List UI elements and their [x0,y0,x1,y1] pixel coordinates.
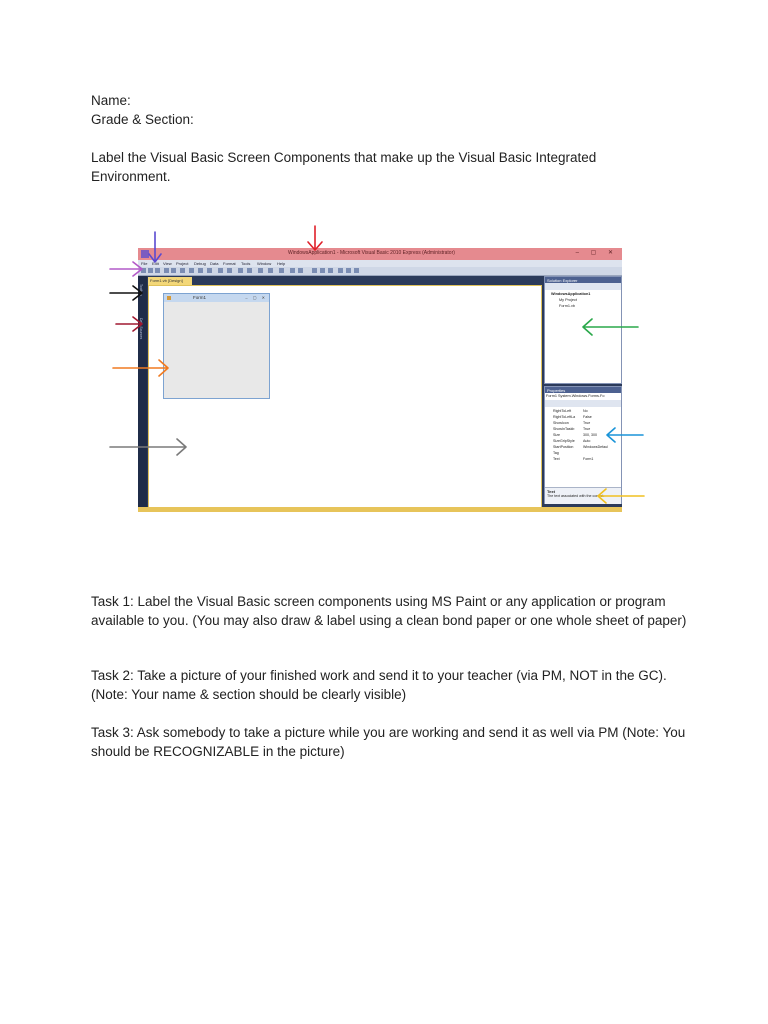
property-row [547,421,617,425]
task-1-text: Task 1: Label the Visual Basic screen components using MS Paint or any application or program available to you. (You may also draw & label using a clean bond paper or one whole sheet of paper) [91,594,687,628]
solution-item: WindowsApplication1 [551,292,591,296]
vb-title-bar [138,248,622,260]
toolbar-button-icon [218,268,223,273]
toolbar-button-icon [354,268,359,273]
property-value: False [583,415,592,419]
property-name: Text [553,457,560,461]
menu-format: Format [223,261,236,266]
property-row [547,439,617,443]
data-sources-strip-label: Data Sources [139,318,143,340]
toolbar-button-icon [238,268,243,273]
toolbar-button-icon [164,268,169,273]
toolbar-button-icon [298,268,303,273]
properties-title: Properties [547,387,566,393]
toolbox-strip-label: Toolbox [139,284,143,297]
toolbar-button-icon [258,268,263,273]
vb-form-controls: – ▢ ✕ [245,295,267,300]
property-name: ShowIcon [553,421,569,425]
properties-object: Form1 System.Windows.Forms.Fo [546,394,605,398]
vb-toolbar [138,267,622,276]
vb-form-title: Form1 [193,295,207,300]
solution-explorer-toolbar [545,283,621,290]
property-name: ShowInTaskb [553,427,575,431]
properties-description-pane [545,487,621,504]
task-3-text: Task 3: Ask somebody to take a picture while you are working and send it as well via PM (Note: You should be RECOGNIZABLE in the picture) [91,725,686,759]
toolbar-button-icon [312,268,317,273]
menu-data: Data [210,261,219,266]
instruction-text: Label the Visual Basic Screen Components that make up the Visual Basic Integrated Environment. [91,150,597,184]
property-value: Auto [583,439,591,443]
toolbar-button-icon [155,268,160,273]
toolbar-button-icon [320,268,325,273]
menu-help: Help [277,261,286,266]
toolbar-button-icon [148,268,153,273]
vb-app-icon [141,250,149,258]
menu-edit: Edit [152,261,159,266]
toolbar-button-icon [290,268,295,273]
properties-toolbar [545,400,621,407]
vb-solution-explorer [544,276,622,384]
toolbar-button-icon [346,268,351,273]
vb-title-text: WindowsApplication1 - Microsoft Visual Basic 2010 Express (Administrator) [288,250,455,256]
toolbar-button-icon [328,268,333,273]
property-name: RightToLeft [553,409,572,413]
property-name: SizeGripStyle [553,439,575,443]
vb-status-bar [138,507,622,512]
form-icon [167,296,171,300]
vb-menu-bar [138,260,622,267]
property-name: Size [553,433,560,437]
toolbar-button-icon [189,268,194,273]
menu-debug: Debug [194,261,206,266]
toolbar-button-icon [268,268,273,273]
toolbar-button-icon [279,268,284,273]
description-text: The text associated with the control. [547,494,605,498]
toolbar-button-icon [227,268,232,273]
property-row [547,415,617,419]
menu-tools: Tools [241,261,251,266]
description-title: Text [547,489,555,494]
solution-item: Form1.vb [559,304,576,308]
name-label: Name: [91,93,131,108]
vb-design-tab: Form1.vb [Design] [148,277,192,285]
property-name: RightToLeftLa [553,415,576,419]
toolbar-button-icon [141,268,146,273]
menu-file: File [141,261,148,266]
vb-properties-window [544,386,622,504]
task-2-text: Task 2: Take a picture of your finished work and send it to your teacher (via PM, NOT in the GC). (Note: Your name & section should be clearly visible) [91,668,667,702]
property-name: StartPosition [553,445,574,449]
toolbar-button-icon [198,268,203,273]
property-value: Form1 [583,457,594,461]
toolbar-button-icon [338,268,343,273]
property-value: True [583,421,591,425]
property-row [547,457,617,461]
property-row [547,427,617,431]
vb-toolbox-strip [138,276,147,512]
menu-project: Project [176,261,189,266]
property-row [547,433,617,437]
title-bar-arrow-icon [308,226,322,250]
menu-view: View [163,261,172,266]
vb-design-area [148,285,542,508]
toolbar-button-icon [207,268,212,273]
property-value: 300, 300 [583,433,597,437]
vb-form-title-bar [164,294,269,302]
menu-window: Window [257,261,272,266]
property-name: Tag [553,451,559,455]
vb-window-controls: – ▢ ✕ [575,250,618,256]
property-value: True [583,427,591,431]
visual-basic-screenshot [138,248,622,512]
toolbar-button-icon [247,268,252,273]
toolbar-button-icon [180,268,185,273]
property-row [547,445,617,449]
solution-explorer-title: Solution Explorer [547,277,578,283]
property-value: No [583,409,588,413]
grade-section-label: Grade & Section: [91,112,194,127]
solution-item: My Project [559,298,577,302]
toolbar-button-icon [171,268,176,273]
vb-form-window [163,293,270,399]
properties-title-bar [545,387,621,393]
property-row [547,451,617,455]
property-value: WindowsDefaul [583,445,608,449]
property-row [547,409,617,413]
